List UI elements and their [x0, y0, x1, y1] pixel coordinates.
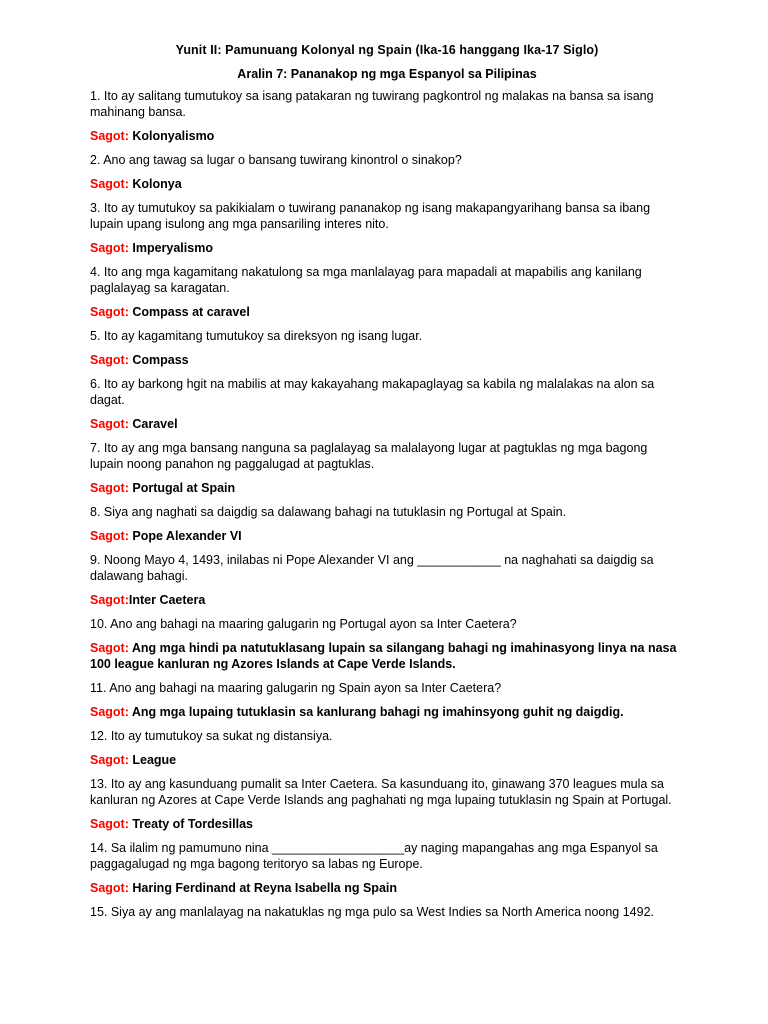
answer-label: Sagot: — [90, 705, 129, 719]
answer-9 — [90, 592, 684, 608]
question-6: 6. Ito ay barkong hgit na mabilis at may kakayahang makapaglayag sa kabila ng malalakas na alon sa dagat. — [90, 377, 655, 407]
answer-12 — [90, 752, 684, 768]
answer-8 — [90, 528, 684, 544]
answer-text: Portugal at Spain — [128, 481, 236, 495]
answer-4 — [90, 304, 684, 320]
answer-text: Ang mga lupaing tutuklasin sa kanlurang bahagi ng imahinsyong guhit ng daigdig. — [128, 705, 624, 719]
answer-3 — [90, 240, 684, 256]
question-15: 15. Siya ay ang manlalayag na nakatuklas ng mga pulo sa West Indies sa North America noong 1492. — [90, 905, 655, 919]
answer-14 — [90, 880, 684, 896]
answer-label: Sagot: — [90, 481, 129, 495]
question-3: 3. Ito ay tumutukoy sa pakikialam o tuwirang pananakop ng isang makapangyarihang bansa sa ibang lupain upang isulong ang mga pansariling interes nito. — [90, 201, 651, 231]
question-5: 5. Ito ay kagamitang tumutukoy sa direksyon ng isang lugar. — [90, 329, 423, 343]
answer-label: Sagot: — [90, 753, 129, 767]
answer-6 — [90, 416, 684, 432]
page-title: Yunit II: Pamunuang Kolonyal ng Spain (Ika-16 hanggang Ika-17 Siglo) — [175, 43, 599, 57]
answer-label: Sagot: — [90, 417, 129, 431]
question-14: 14. Sa ilalim ng pamumuno nina ___________________ay naging mapangahas ang mga Espanyol sa paggagalugad ng mga bagong teritoryo sa labas ng Europe. — [90, 841, 658, 871]
answer-2 — [90, 176, 684, 192]
answer-label: Sagot: — [90, 241, 129, 255]
answer-label: Sagot: — [90, 881, 129, 895]
question-answer-list — [90, 88, 684, 920]
question-1: 1. Ito ay salitang tumutukoy sa isang patakaran ng tuwirang pagkontrol ng malakas na bansa sa isang mahinang bansa. — [90, 89, 654, 119]
answer-text: Treaty of Tordesillas — [128, 817, 254, 831]
page-subtitle: Aralin 7: Pananakop ng mga Espanyol sa Pilipinas — [237, 67, 537, 81]
question-4: 4. Ito ang mga kagamitang nakatulong sa mga manlalayag para mapadali at mapabilis ang kanilang paglalayag sa karagatan. — [90, 265, 642, 295]
answer-label: Sagot: — [90, 129, 129, 143]
answer-13 — [90, 816, 684, 832]
answer-1 — [90, 128, 684, 144]
answer-text: Caravel — [128, 417, 178, 431]
question-9: 9. Noong Mayo 4, 1493, inilabas ni Pope Alexander VI ang ____________ na naghahati sa daigdig sa dalawang bahagi. — [90, 553, 654, 583]
answer-text: Imperyalismo — [128, 241, 213, 255]
question-7: 7. Ito ay ang mga bansang nanguna sa paglalayag sa malalayong lugar at pagtuklas ng mga bagong lupain noong panahon ng paggalugad at pagtuklas. — [90, 441, 648, 471]
answer-10 — [90, 640, 684, 672]
answer-label: Sagot: — [90, 817, 129, 831]
question-12: 12. Ito ay tumutukoy sa sukat ng distansiya. — [90, 729, 333, 743]
answer-label: Sagot: — [90, 593, 129, 607]
answer-text: Compass at caravel — [128, 305, 250, 319]
answer-text: Kolonyalismo — [128, 129, 215, 143]
answer-label: Sagot: — [90, 641, 129, 655]
question-11: 11. Ano ang bahagi na maaring galugarin ng Spain ayon sa Inter Caetera? — [90, 681, 502, 695]
answer-5 — [90, 352, 684, 368]
answer-label: Sagot: — [90, 529, 129, 543]
answer-text: Pope Alexander VI — [128, 529, 242, 543]
question-10: 10. Ano ang bahagi na maaring galugarin ng Portugal ayon sa Inter Caetera? — [90, 617, 517, 631]
answer-label: Sagot: — [90, 177, 129, 191]
answer-label: Sagot: — [90, 305, 129, 319]
answer-7 — [90, 480, 684, 496]
answer-text: League — [128, 753, 177, 767]
question-13: 13. Ito ay ang kasunduang pumalit sa Inter Caetera. Sa kasunduang ito, ginawang 370 leagues mula sa kanluran ng Azores at Cape Verde Islands ang paghahati ng mga lupaing tutuklasin ng Spain at Portugal. — [90, 777, 672, 807]
question-2: 2. Ano ang tawag sa lugar o bansang tuwirang kinontrol o sinakop? — [90, 153, 462, 167]
answer-text: Compass — [128, 353, 189, 367]
answer-text: Ang mga hindi pa natutuklasang lupain sa silangang bahagi ng imahinasyong linya na nasa 100 league kanluran ng Azores Islands at Cape Verde Islands. — [90, 641, 677, 671]
answer-label: Sagot: — [90, 353, 129, 367]
answer-text: Haring Ferdinand at Reyna Isabella ng Spain — [128, 881, 398, 895]
question-8: 8. Siya ang naghati sa daigdig sa dalawang bahagi na tutuklasin ng Portugal at Spain. — [90, 505, 567, 519]
answer-11 — [90, 704, 684, 720]
answer-text: Kolonya — [128, 177, 182, 191]
answer-text: Inter Caetera — [128, 593, 206, 607]
